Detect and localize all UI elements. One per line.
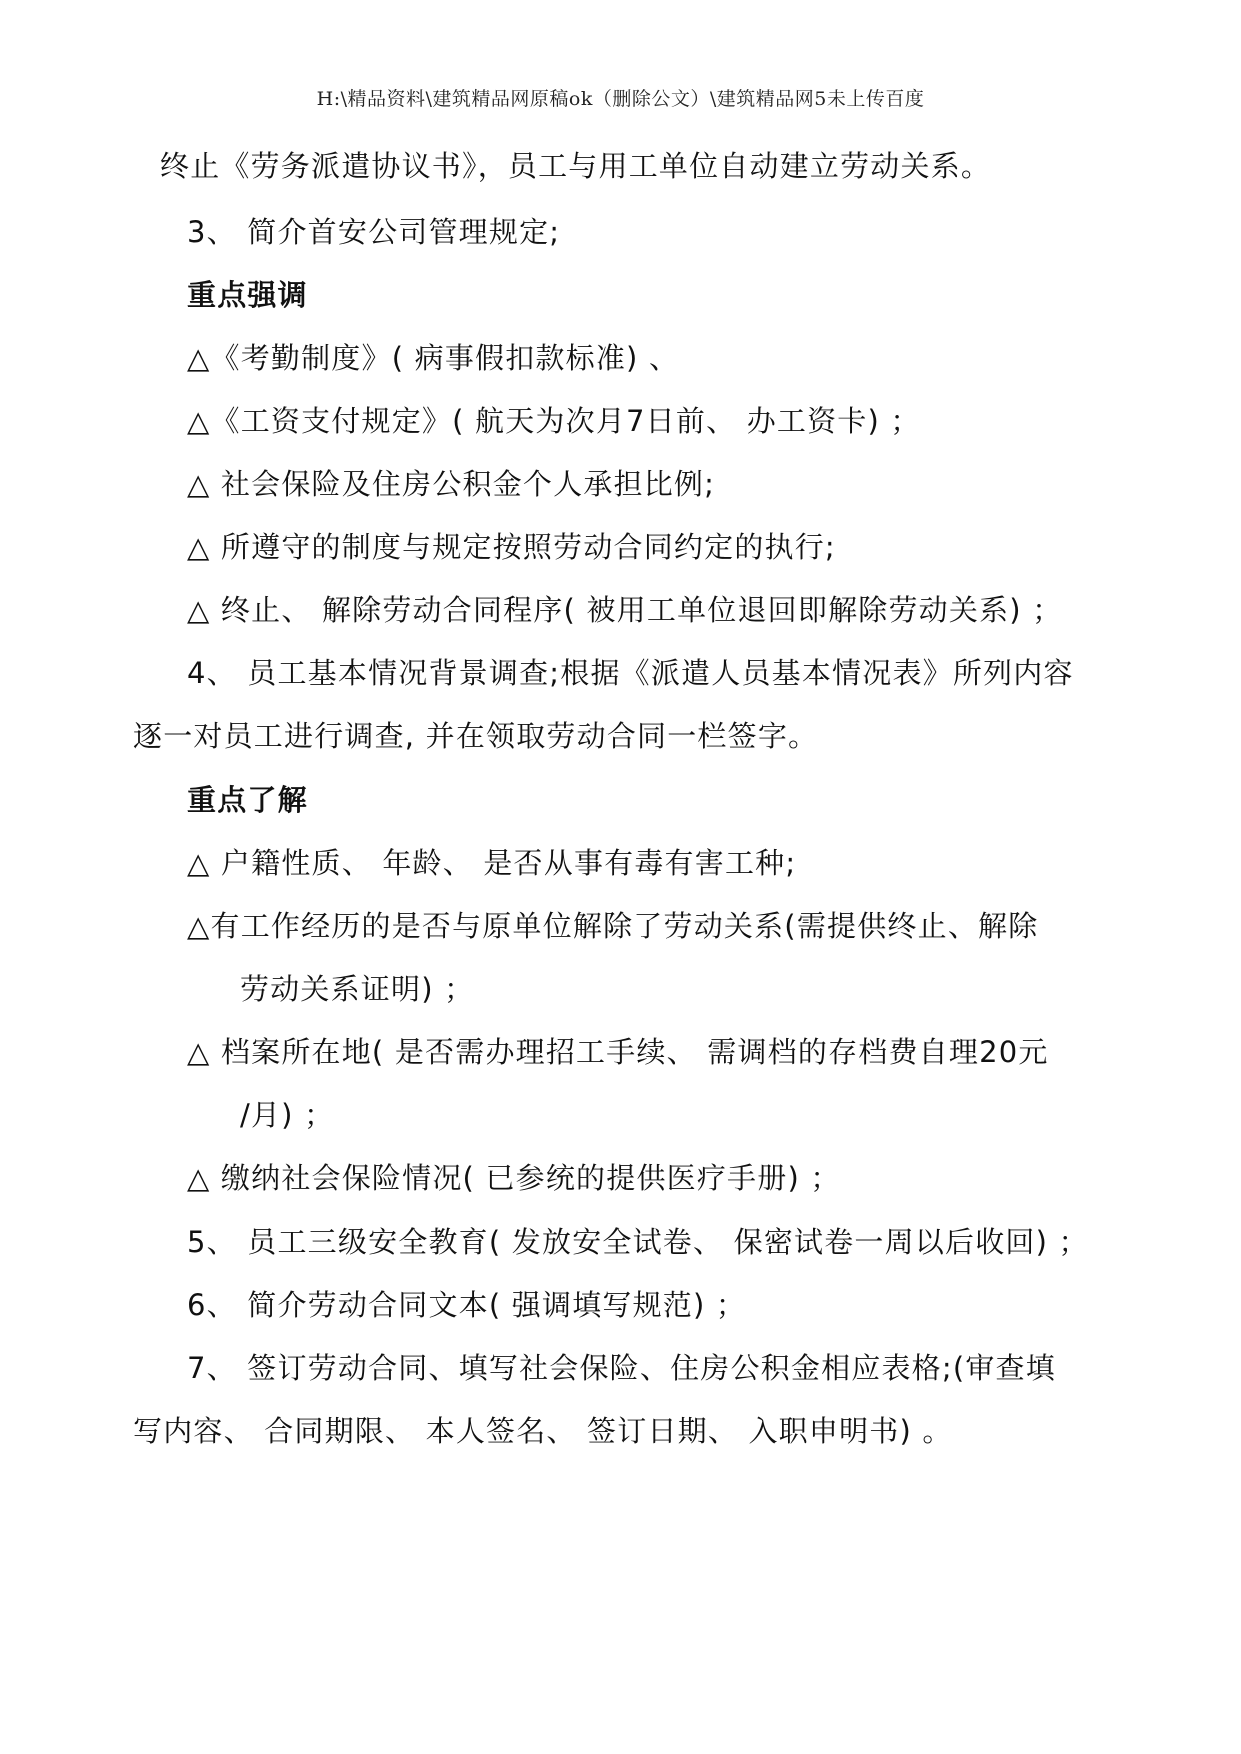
text-line: 写内容、 合同期限、 本人签名、 签订日期、 入职申明书) 。 <box>133 1414 953 1448</box>
text-line: 5、 员工三级安全教育( 发放安全试卷、 保密试卷一周以后收回) ； <box>187 1225 1089 1259</box>
bullet-item: △《考勤制度》( 病事假扣款标准) 、 <box>187 341 680 375</box>
section-heading: 重点了解 <box>187 783 308 817</box>
text-line: 3、 简介首安公司管理规定; <box>187 215 561 249</box>
bullet-item-continuation: 劳动关系证明) ； <box>240 972 475 1006</box>
bullet-item: △有工作经历的是否与原单位解除了劳动关系(需提供终止、解除 <box>187 909 1039 943</box>
text-line: 终止《劳务派遣协议书》，员工与用工单位自动建立劳动关系。 <box>160 149 992 183</box>
bullet-item-continuation: /月) ； <box>240 1098 335 1132</box>
document-header-path: H:\精品资料\建筑精品网原稿ok（删除公文）\建筑精品网5未上传百度 <box>316 88 925 110</box>
bullet-item: △ 社会保险及住房公积金个人承担比例; <box>187 467 716 501</box>
bullet-item: △ 缴纳社会保险情况( 已参统的提供医疗手册) ； <box>187 1161 841 1195</box>
section-heading: 重点强调 <box>187 278 308 312</box>
bullet-item: △《工资支付规定》( 航天为次月7日前、 办工资卡) ； <box>187 404 921 438</box>
text-line: 逐一对员工进行调查, 并在领取劳动合同一栏签字。 <box>133 719 819 753</box>
text-line: 6、 简介劳动合同文本( 强调填写规范) ； <box>187 1288 747 1322</box>
bullet-item: △ 终止、 解除劳动合同程序( 被用工单位退回即解除劳动关系) ； <box>187 593 1063 627</box>
bullet-item: △ 所遵守的制度与规定按照劳动合同约定的执行; <box>187 530 836 564</box>
text-line: 7、 签订劳动合同、填写社会保险、住房公积金相应表格;(审查填 <box>187 1351 1056 1385</box>
bullet-item: △ 档案所在地( 是否需办理招工手续、 需调档的存档费自理20元 <box>187 1035 1049 1069</box>
bullet-item: △ 户籍性质、 年龄、 是否从事有毒有害工种; <box>187 846 797 880</box>
text-line: 4、 员工基本情况背景调查;根据《派遣人员基本情况表》所列内容 <box>187 656 1074 690</box>
